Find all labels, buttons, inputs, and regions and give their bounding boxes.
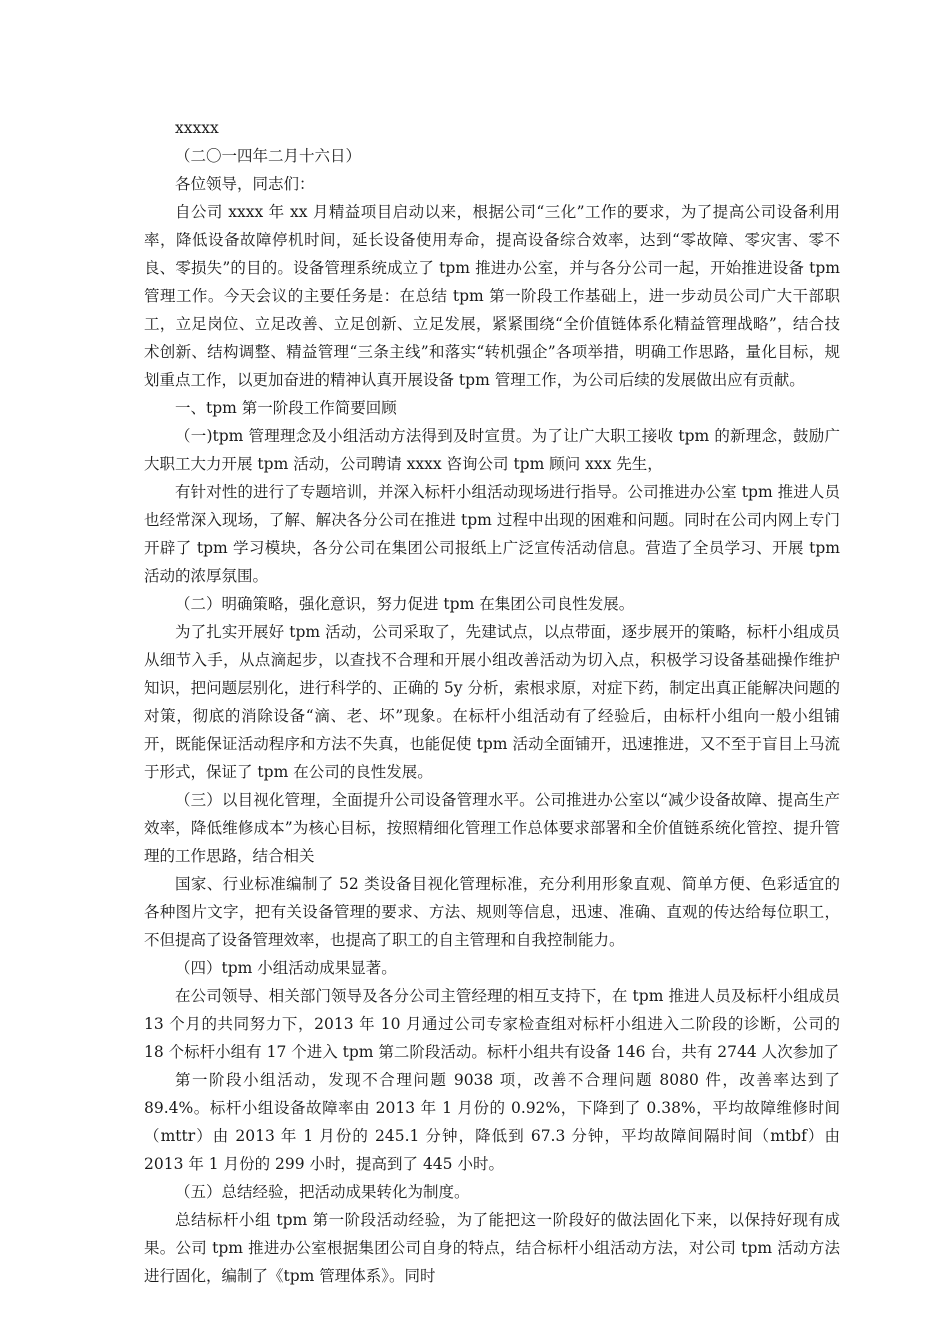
document-page (144, 114, 840, 1290)
author-line: xxxxx (175, 119, 219, 137)
salutation: 各位领导，同志们： (175, 175, 315, 193)
section-heading-1: 一、tpm 第一阶段工作简要回顾 (175, 399, 397, 417)
subheading-5: （五）总结经验，把活动成果转化为制度。 (175, 1183, 470, 1201)
paragraph-5: 总结标杆小组 tpm 第一阶段活动经验，为了能把这一阶段好的做法固化下来，以保持好现有成果。公司 tpm 推进办公室根据集团公司自身的特点，结合标杆小组活动方法，对公司 tpm 活动方法进行固化，编制了《tpm 管理体系》。同时 (144, 1211, 840, 1285)
paragraph-3b: 国家、行业标准编制了 52 类设备目视化管理标准，充分利用形象直观、简单方便、色彩适宜的各种图片文字，把有关设备管理的要求、方法、规则等信息，迅速、准确、直观的传达给每位职工，不但提高了设备管理效率，也提高了职工的自主管理和自我控制能力。 (144, 875, 840, 949)
paragraph-1a: （一)tpm 管理理念及小组活动方法得到及时宣贯。为了让广大职工接收 tpm 的新理念，鼓励广大职工大力开展 tpm 活动，公司聘请 xxxx 咨询公司 tpm 顾问 xxx 先生， (144, 427, 840, 473)
date-line: （二〇一四年二月十六日） (175, 147, 362, 165)
paragraph-1b: 有针对性的进行了专题培训，并深入标杆小组活动现场进行指导。公司推进办公室 tpm 推进人员也经常深入现场，了解、解决各分公司在推进 tpm 过程中出现的困难和问题。同时在公司内网上专门开辟了 tpm 学习模块，各分公司在集团公司报纸上广泛宣传活动信息。营造了全员学习、开展 tpm 活动的浓厚氛围。 (144, 483, 840, 585)
paragraph-2: 为了扎实开展好 tpm 活动，公司采取了，先建试点，以点带面，逐步展开的策略，标杆小组成员从细节入手，从点滴起步，以查找不合理和开展小组改善活动为切入点，积极学习设备基础操作维护知识，把问题层别化，进行科学的、正确的 5y 分析，索根求原，对症下药，制定出真正能解决问题的对策，彻底的消除设备“滴、老、坏”现象。在标杆小组活动有了经验后，由标杆小组向一般小组铺开，既能保证活动程序和方法不失真，也能促使 tpm 活动全面铺开，迅速推进，又不至于盲目上马流于形式，保证了 tpm 在公司的良性发展。 (144, 623, 840, 781)
paragraph-4b: 第一阶段小组活动，发现不合理问题 9038 项，改善不合理问题 8080 件，改善率达到了 89.4%。标杆小组设备故障率由 2013 年 1 月份的 0.92%，下降到了 0.38%，平均故障维修时间（mttr）由 2013 年 1 月份的 245.1 分钟，降低到 67.3 分钟，平均故障间隔时间（mtbf）由 2013 年 1 月份的 299 小时，提高到了 445 小时。 (144, 1071, 840, 1173)
paragraph-intro: 自公司 xxxx 年 xx 月精益项目启动以来，根据公司“三化”工作的要求，为了提高公司设备利用率，降低设备故障停机时间，延长设备使用寿命，提高设备综合效率，达到“零故障、零灾害、零不良、零损失”的目的。设备管理系统成立了 tpm 推进办公室，并与各分公司一起，开始推进设备 tpm 管理工作。今天会议的主要任务是：在总结 tpm 第一阶段工作基础上，进一步动员公司广大干部职工，立足岗位、立足改善、立足创新、立足发展，紧紧围绕“全价值链体系化精益管理战略”，结合技术创新、结构调整、精益管理“三条主线”和落实“转机强企”各项举措，明确工作思路，量化目标，规划重点工作，以更加奋进的精神认真开展设备 tpm 管理工作，为公司后续的发展做出应有贡献。 (144, 203, 840, 389)
subheading-2: （二）明确策略，强化意识，努力促进 tpm 在集团公司良性发展。 (175, 595, 635, 613)
paragraph-3a: （三）以目视化管理，全面提升公司设备管理水平。公司推进办公室以“减少设备故障、提高生产效率，降低维修成本”为核心目标，按照精细化管理工作总体要求部署和全价值链系统化管控、提升管理的工作思路，结合相关 (144, 791, 840, 865)
paragraph-4a: 在公司领导、相关部门领导及各分公司主管经理的相互支持下，在 tpm 推进人员及标杆小组成员 13 个月的共同努力下，2013 年 10 月通过公司专家检查组对标杆小组进入二阶段的诊断，公司的 18 个标杆小组有 17 个进入 tpm 第二阶段活动。标杆小组共有设备 146 台，共有 2744 人次参加了 (144, 987, 840, 1061)
subheading-4: （四）tpm 小组活动成果显著。 (175, 959, 397, 977)
